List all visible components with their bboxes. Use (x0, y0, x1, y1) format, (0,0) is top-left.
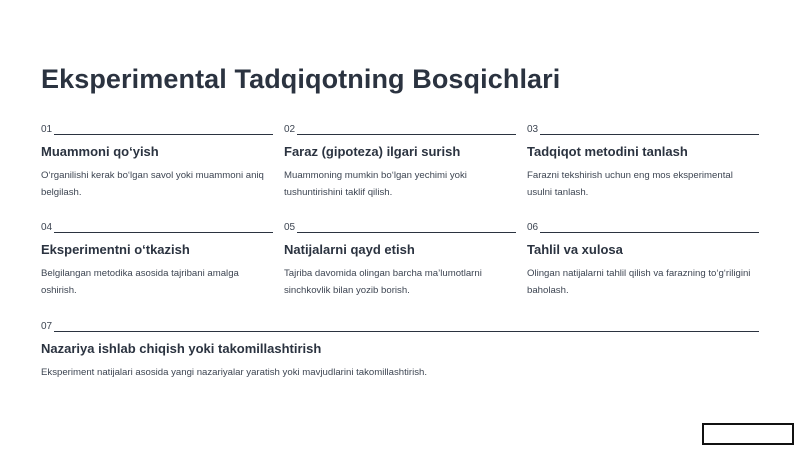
step-description: Olingan natijalarni tahlil qilish va farazning to‘g‘riligini baholash. (527, 268, 751, 296)
step-title: Natijalarni qayd etish (284, 242, 415, 257)
step-header (41, 221, 273, 233)
step-description: O‘rganilishi kerak bo‘lgan savol yoki muammoni aniq belgilash. (41, 170, 264, 198)
step-description: Eksperiment natijalari asosida yangi nazariyalar yaratish yoki mavjudlarini takomillashtirish. (41, 367, 428, 378)
step-item-7 (41, 320, 759, 381)
step-item-1 (41, 123, 273, 201)
step-divider (297, 134, 516, 135)
step-title: Nazariya ishlab chiqish yoki takomillashtirish (41, 341, 322, 356)
step-number: 03 (527, 124, 539, 135)
page-title: Eksperimental Tadqiqotning Bosqichlari (41, 64, 561, 94)
step-divider (54, 331, 759, 332)
step-divider (54, 232, 273, 233)
step-item-2 (284, 123, 516, 201)
step-title: Muammoni qo‘yish (41, 144, 159, 159)
step-item-4 (41, 221, 273, 299)
step-number: 02 (284, 124, 296, 135)
step-item-6 (527, 221, 759, 299)
step-header (284, 123, 516, 135)
step-number: 01 (41, 124, 53, 135)
step-header (284, 221, 516, 233)
step-description: Tajriba davomida olingan barcha ma’lumotlarni sinchkovlik bilan yozib borish. (284, 268, 482, 296)
step-header (41, 320, 759, 332)
step-title: Eksperimentni o‘tkazish (41, 242, 190, 257)
step-title: Tadqiqot metodini tanlash (527, 144, 688, 159)
step-number: 07 (41, 321, 53, 332)
step-number: 04 (41, 222, 53, 233)
step-divider (540, 232, 759, 233)
step-description: Belgilangan metodika asosida tajribani amalga oshirish. (41, 268, 239, 296)
step-header (41, 123, 273, 135)
step-number: 05 (284, 222, 296, 233)
step-number: 06 (527, 222, 539, 233)
step-title: Tahlil va xulosa (527, 242, 623, 257)
step-header (527, 123, 759, 135)
corner-frame-box (702, 423, 794, 445)
step-item-3 (527, 123, 759, 201)
step-divider (540, 134, 759, 135)
step-description: Muammoning mumkin bo‘lgan yechimi yoki tushuntirishini taklif qilish. (284, 170, 467, 198)
step-divider (54, 134, 273, 135)
step-title: Faraz (gipoteza) ilgari surish (284, 144, 461, 159)
step-header (527, 221, 759, 233)
step-divider (297, 232, 516, 233)
step-description: Farazni tekshirish uchun eng mos eksperimental usulni tanlash. (527, 170, 733, 198)
step-item-5 (284, 221, 516, 299)
